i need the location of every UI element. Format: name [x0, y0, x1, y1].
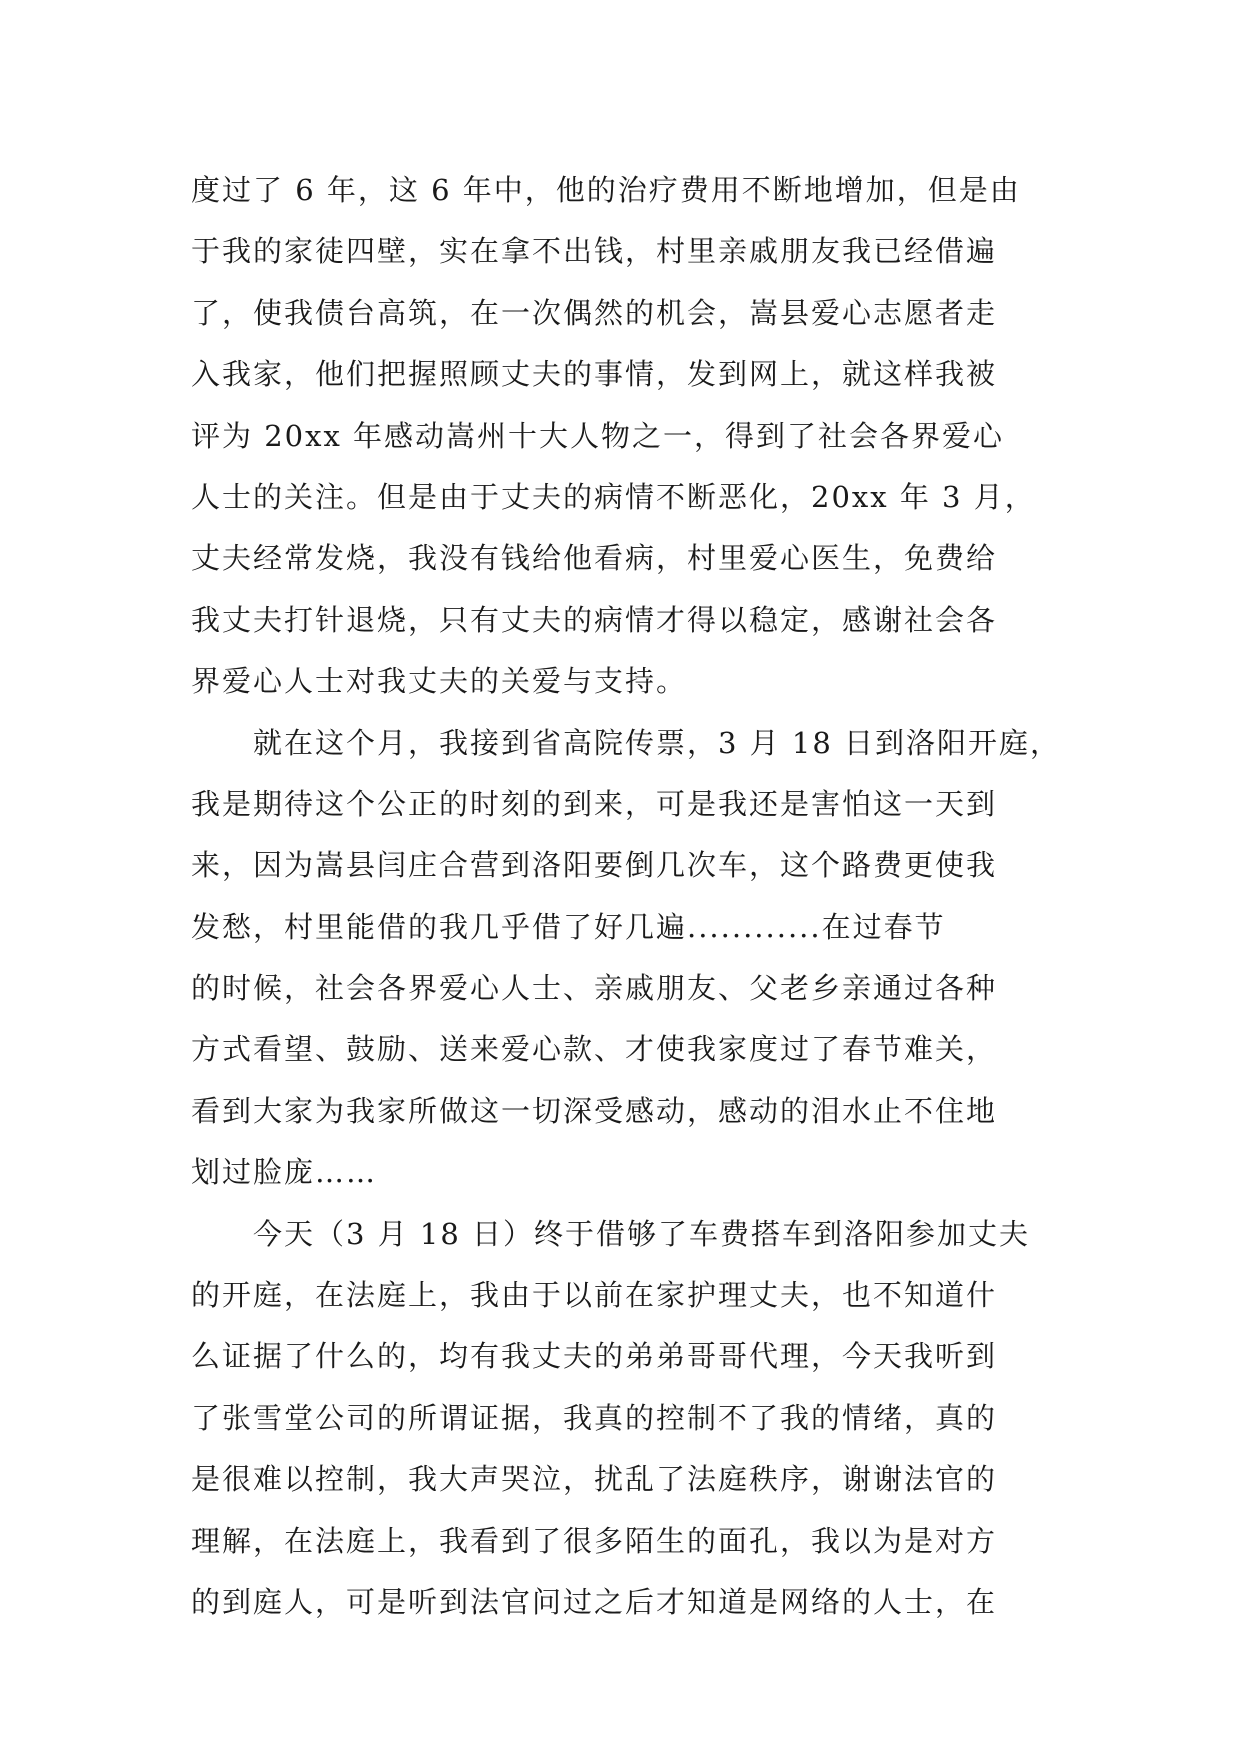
text-line: 了张雪堂公司的所谓证据，我真的控制不了我的情绪，真的: [191, 1400, 998, 1435]
text-line: 我丈夫打针退烧，只有丈夫的病情才得以稳定，感谢社会各: [191, 602, 998, 637]
text-line: 的开庭，在法庭上，我由于以前在家护理丈夫，也不知道什: [191, 1278, 998, 1313]
text-line: 方式看望、鼓励、送来爱心款、才使我家度过了春节难关，: [191, 1032, 998, 1067]
text-line: 划过脸庞……: [191, 1155, 378, 1190]
text-line: 于我的家徒四壁，实在拿不出钱，村里亲戚朋友我已经借遍: [191, 234, 998, 269]
text-line: 看到大家为我家所做这一切深受感动，感动的泪水止不住地: [191, 1093, 998, 1128]
text-line: 今天（3 月 18 日）终于借够了车费搭车到洛阳参加丈夫: [253, 1216, 1031, 1251]
text-line: 么证据了什么的，均有我丈夫的弟弟哥哥代理，今天我听到: [191, 1339, 998, 1374]
text-line: 就在这个月，我接到省高院传票，3 月 18 日到洛阳开庭，: [253, 725, 1062, 760]
paragraph: [191, 160, 1061, 713]
document-body: [191, 160, 1061, 1633]
paragraph: [191, 713, 1061, 1204]
text-line: 的到庭人，可是听到法官问过之后才知道是网络的人士，在: [191, 1584, 998, 1619]
paragraph: [191, 1204, 1061, 1634]
text-line: 度过了 6 年，这 6 年中，他的治疗费用不断地增加，但是由: [191, 173, 1021, 207]
text-line: 发愁，村里能借的我几乎借了好几遍............在过春节: [191, 909, 946, 944]
text-line: 评为 20xx 年感动嵩州十大人物之一，得到了社会各界爱心: [191, 418, 1005, 453]
text-line: 我是期待这个公正的时刻的到来，可是我还是害怕这一天到: [191, 786, 998, 821]
text-line: 丈夫经常发烧，我没有钱给他看病，村里爱心医生，免费给: [191, 541, 998, 576]
text-line: 是很难以控制，我大声哭泣，扰乱了法庭秩序，谢谢法官的: [191, 1462, 998, 1497]
text-line: 的时候，社会各界爱心人士、亲戚朋友、父老乡亲通过各种: [191, 971, 998, 1006]
text-line: 界爱心人士对我丈夫的关爱与支持。: [191, 664, 688, 699]
text-line: 理解，在法庭上，我看到了很多陌生的面孔，我以为是对方: [191, 1523, 998, 1558]
text-line: 人士的关注。但是由于丈夫的病情不断恶化，20xx 年 3 月，: [191, 479, 1036, 514]
text-line: 了，使我债台高筑，在一次偶然的机会，嵩县爱心志愿者走: [191, 295, 998, 330]
text-line: 入我家，他们把握照顾丈夫的事情，发到网上，就这样我被: [191, 357, 998, 392]
text-line: 来，因为嵩县闫庄合营到洛阳要倒几次车，这个路费更使我: [191, 848, 998, 883]
